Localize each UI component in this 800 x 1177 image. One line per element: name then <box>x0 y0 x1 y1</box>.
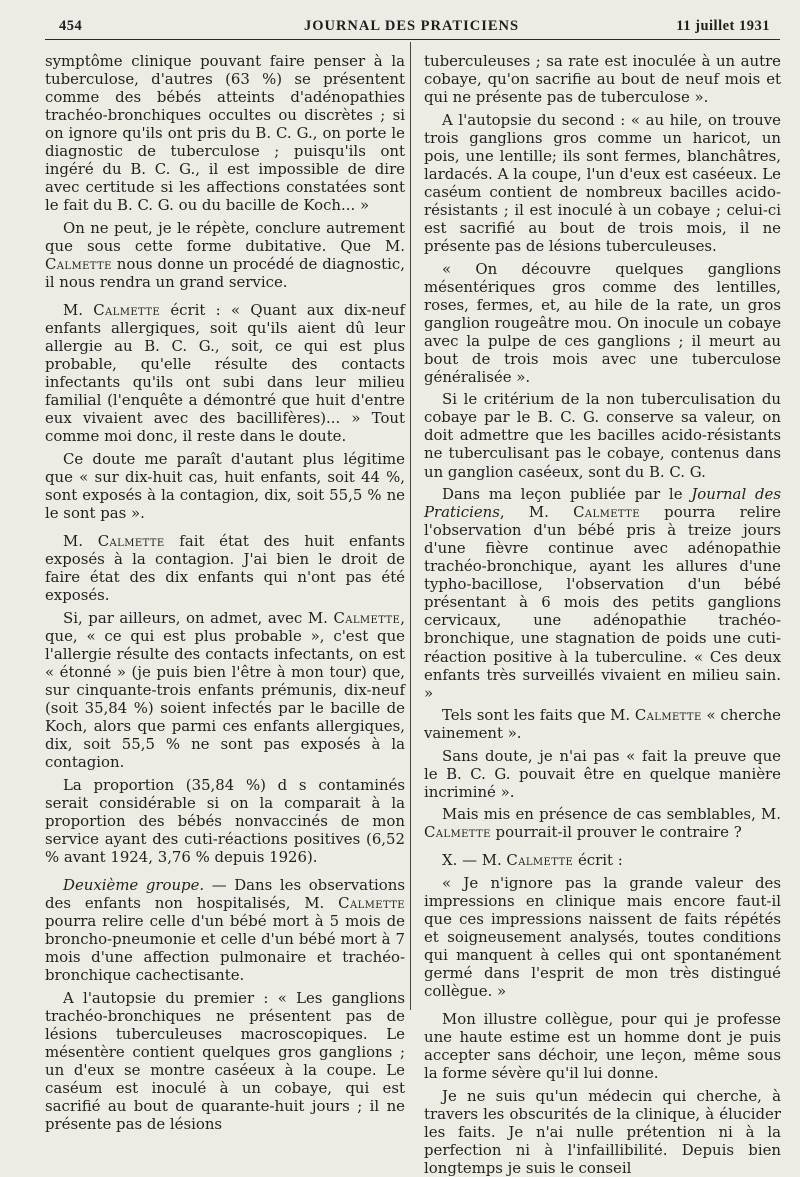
paragraph: Ce doute me paraît d'autant plus légitime que « sur dix-huit cas, huit enfants, soit 44 %, sont exposés à la contagion, dix, soit 55,5 % ne le sont pas ». <box>45 449 405 523</box>
page-number: 454 <box>59 18 83 34</box>
paragraph: Si, par ailleurs, on admet, avec M. Calmette, que, « ce qui est plus probable », c'est que l'allergie résulte des contacts infectants, on est « étonné » (je puis bien l'être à mon tour) que, sur cinquante-trois enfants prémunis, dix-neuf (soit 35,84 %) soient infectés par le bacille de Koch, alors que parmi ces enfants allergiques, dix, soit 55,5 % ne sont pas exposés à la contagion. <box>45 608 405 772</box>
column-divider <box>410 42 411 1010</box>
header-rule <box>45 39 780 40</box>
section-heading: X. — M. Calmette écrit : <box>442 851 623 870</box>
left-column <box>45 52 406 1134</box>
issue-date: 11 juillet 1931 <box>676 18 770 34</box>
paragraph: La proportion (35,84 %) d s contaminés serait considérable si on la comparait à la proportion des bébés nonvaccinés de mon service ayant des cuti-réactions positives (6,52 % avant 1924, 3,76 % depuis 1926). <box>45 775 405 866</box>
journal-title: JOURNAL DES PRATICIENS <box>303 18 520 34</box>
paragraph: Deuxième groupe. — Dans les observations des enfants non hospitalisés, M. Calmette pourra relire celle d'un bébé mort à 5 mois de broncho-pneumonie et celle d'un bébé mort à 7 mois d'une affection pulmonaire et trachéo-bronchique cachectisante. <box>45 876 406 985</box>
paragraph: M. Calmette écrit : « Quant aux dix-neuf enfants allergiques, soit qu'ils aient dû leur allergie au B. C. G., soit, ce qui est plus probable, qu'elle résulte des contacts infectants qu'ils ont subi dans leur milieu familial (l'enquête a démontré que huit d'entre eux vivaient avec des bacillifères)... » Tout comme moi donc, il reste dans le doute. <box>45 301 405 446</box>
paragraph: « On découvre quelques ganglions mésentériques gros comme des lentilles, roses, fermes, et, au hile de la rate, un gros ganglion rougeâtre mou. On inocule un cobaye avec la pulpe de ces ganglions ; il meurt au bout de trois mois avec une tuberculose généralisée ». <box>424 259 781 386</box>
paragraph: Je ne suis qu'un médecin qui cherche, à travers les obscurités de la clinique, à élucider les faits. Je n'ai nulle prétention ni à la perfection ni à l'infaillibilité. Depuis bien longtemps je suis le conseil <box>424 1087 781 1177</box>
paragraph: « Je n'ignore pas la grande valeur des impressions en clinique mais encore faut-il que ces impressions naissent de faits répétés et soigneusement analysés, toutes conditions qui manquent à celles qui ont spontanément germé dans l'esprit de mon très distingué collègue. » <box>424 874 781 1001</box>
running-header <box>45 16 778 38</box>
paragraph: A l'autopsie du premier : « Les ganglions trachéo-bronchiques ne présentent pas de lésions tuberculeuses macroscopiques. Le mésentère contient quelques gros ganglions ; un d'eux se montre caséeux à la coupe. Le caséum est inoculé à un cobaye, qui est sacrifié au bout de quarante-huit jours ; il ne présente pas de lésions <box>45 988 405 1134</box>
paragraph: Si le critérium de la non tuberculisation du cobaye par le B. C. G. conserve sa valeur, on doit admettre que les bacilles acido-résistants ne tuberculisant pas le cobaye, contenus dans un ganglion caséeux, sont du B. C. G. <box>424 390 781 481</box>
paragraph: Mais mis en présence de cas semblables, M. Calmette pourrait-il prouver le contraire ? <box>424 805 781 842</box>
paragraph: symptôme clinique pouvant faire penser à la tuberculose, d'autres (63 %) se présentent comme des bébés atteints d'adénopathies trachéo-bronchiques occultes ou discrètes ; si on ignore qu'ils ont pris du B. C. G., on porte le diagnostic de tuberculose ; puisqu'ils ont ingéré du B. C. G., il est impossible de dire avec certitude si les affections constatées sont le fait du B. C. G. ou du bacille de Koch... » <box>45 52 405 215</box>
paragraph: Mon illustre collègue, pour qui je professe une haute estime est un homme dont je puis accepter sans déchoir, une leçon, même sous la forme sévère qu'il lui donne. <box>424 1010 781 1083</box>
paragraph: Sans doute, je n'ai pas « fait la preuve que le B. C. G. pouvait être en quelque manière incriminé ». <box>424 746 781 801</box>
paragraph: Tels sont les faits que M. Calmette « cherche vainement ». <box>424 706 781 743</box>
paragraph: Dans ma leçon publiée par le Journal des Praticiens, M. Calmette pourra relire l'observation d'un bébé pris à treize jours d'une fièvre continue avec adénopathie trachéo-bronchique, ayant les allures d'une typho-bacillose, l'observation d'un bébé présentant à 6 mois des petits ganglions cervicaux, une adénopathie trachéo-bronchique, une stagnation de poids une cuti-réaction positive à la tuberculine. « Ces deux enfants très surveillés vivaient en milieu sain. » <box>424 485 782 702</box>
right-column <box>424 52 782 1177</box>
paragraph: M. Calmette fait état des huit enfants exposés à la contagion. J'ai bien le droit de faire état des dix enfants qui n'ont pas été exposés. <box>45 532 405 605</box>
paragraph: A l'autopsie du second : « au hile, on trouve trois ganglions gros comme un haricot, un pois, une lentille; ils sont fermes, blanchâtres, lardacés. A la coupe, l'un d'eux est caséeux. Le caséum contient de nombreux bacilles acido-résistants ; il est inoculé à un cobaye ; celui-ci est sacrifié au bout de trois mois, il ne présente pas de lésions tuberculeuses. <box>424 110 781 255</box>
paragraph: On ne peut, je le répète, conclure autrement que sous cette forme dubitative. Que M. Calmette nous donne un procédé de diagnostic, il nous rendra un grand service. <box>45 218 405 292</box>
paragraph: tuberculeuses ; sa rate est inoculée à un autre cobaye, qu'on sacrifie au bout de neuf mois et qui ne présente pas de tuberculose ». <box>424 52 781 107</box>
